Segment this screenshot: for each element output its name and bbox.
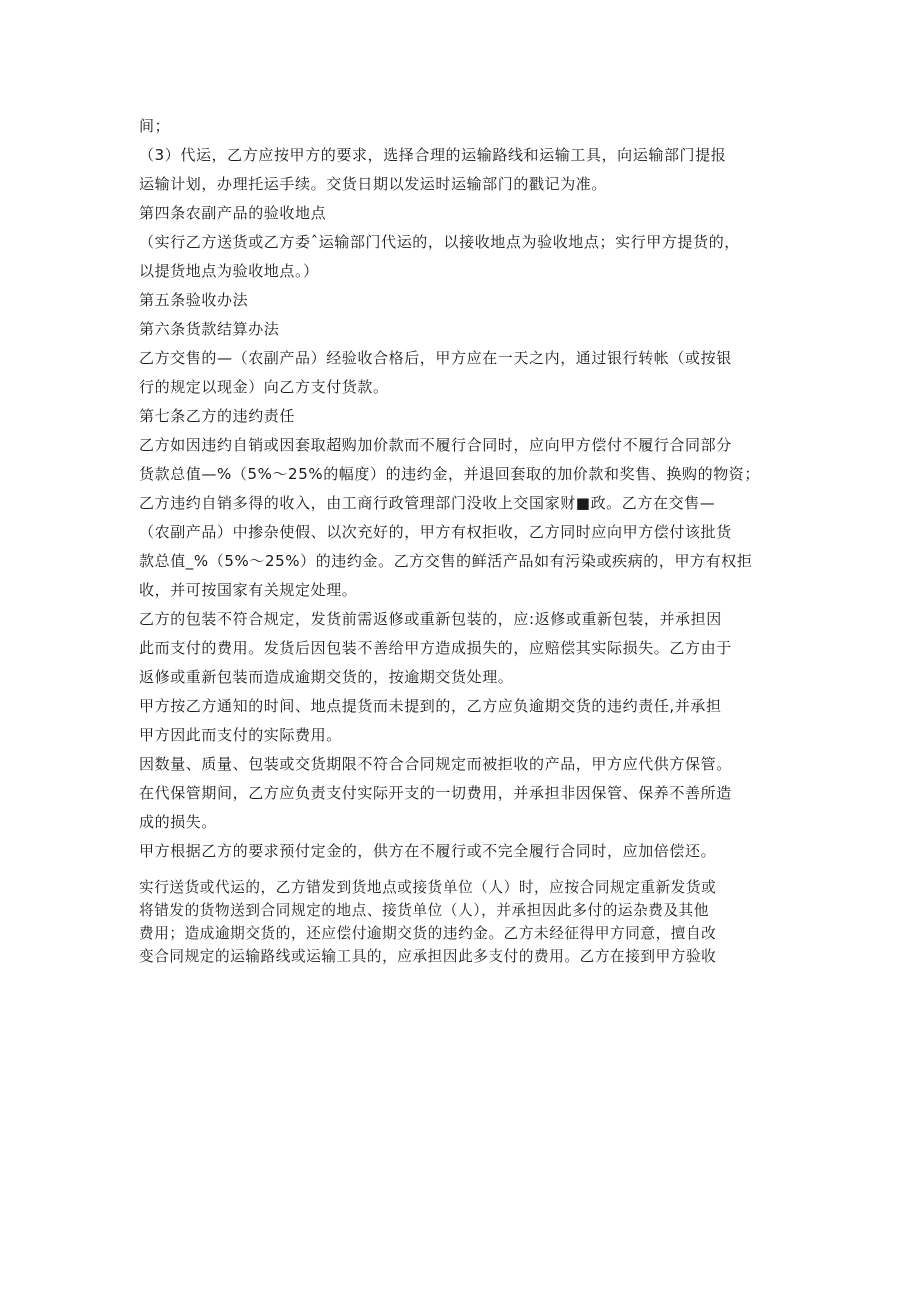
text-line: 因数量、质量、包装或交货期限不符合合同规定而被拒收的产品，甲方应代供方保管。 bbox=[139, 755, 732, 773]
text-line: 收，并可按国家有关规定处理。 bbox=[139, 581, 358, 599]
text-line: 成的损失。 bbox=[139, 813, 218, 831]
text-line: 货款总值—%（5%～25%的幅度）的违约金，并退回套取的加价款和奖售、换购的物资； bbox=[139, 465, 760, 483]
text-line: 返修或重新包装而造成逾期交货的，按逾期交货处理。 bbox=[139, 668, 514, 686]
section-heading: 第六条货款结算办法 bbox=[139, 320, 280, 338]
text-line: 乙方违约自销多得的收入，由工商行政管理部门没收上交国家财■政。乙方在交售— bbox=[139, 494, 716, 512]
text-line: 款总值_%（5%～25%）的违约金。乙方交售的鲜活产品如有污染或疾病的，甲方有权拒 bbox=[139, 552, 753, 570]
text-line: （农副产品）中掺杂使假、以次充好的，甲方有权拒收，乙方同时应向甲方偿付该批货 bbox=[139, 523, 732, 541]
section-heading: 第七条乙方的违约责任 bbox=[139, 407, 296, 425]
text-line: 此而支付的费用。发货后因包装不善给甲方造成损失的，应赔偿其实际损失。乙方由于 bbox=[139, 639, 732, 657]
text-line: 实行送货或代运的，乙方错发到货地点或接货单位（人）时，应按合同规定重新发货或 bbox=[139, 879, 717, 896]
dense-paragraph bbox=[139, 876, 799, 968]
text-line: 在代保管期间，乙方应负责支付实际开支的一切费用，并承担非因保管、保养不善所造 bbox=[139, 784, 732, 802]
text-line: 将错发的货物送到合同规定的地点、接货单位（人），并承担因此多付的运杂费及其他 bbox=[139, 902, 710, 919]
text-line: 间； bbox=[139, 117, 171, 135]
text-line: 甲方因此而支付的实际费用。 bbox=[139, 726, 342, 744]
document-page bbox=[139, 112, 799, 968]
text-line: 乙方的包装不符合规定，发货前需返修或重新包装的，应:返修或重新包装，并承担因 bbox=[139, 610, 722, 628]
text-line: 乙方如因违约自销或因套取超购加价款而不履行合同时，应向甲方偿付不履行合同部分 bbox=[139, 436, 732, 454]
text-line: 变合同规定的运输路线或运输工具的，应承担因此多支付的费用。乙方在接到甲方验收 bbox=[139, 948, 717, 965]
text-line: 行的规定以现金）向乙方支付货款。 bbox=[139, 378, 389, 396]
text-line: 费用；造成逾期交货的，还应偿付逾期交货的违约金。乙方未经征得甲方同意，擅自改 bbox=[139, 925, 717, 942]
section-heading: 第五条验收办法 bbox=[139, 291, 249, 309]
text-line: 甲方根据乙方的要求预付定金的，供方在不履行或不完全履行合同时，应加倍偿还。 bbox=[139, 842, 717, 860]
text-line: 乙方交售的—（农副产品）经验收合格后，甲方应在一天之内，通过银行转帐（或按银 bbox=[139, 349, 732, 367]
text-line: （3）代运，乙方应按甲方的要求，选择合理的运输路线和运输工具，向运输部门提报 bbox=[139, 146, 727, 164]
text-line: 以提货地点为验收地点。） bbox=[139, 262, 319, 280]
text-line: 甲方按乙方通知的时间、地点提货而未提到的，乙方应负逾期交货的违约责任,并承担 bbox=[139, 697, 722, 715]
section-heading: 第四条农副产品的验收地点 bbox=[139, 204, 327, 222]
text-line: （实行乙方送货或乙方委ˆ运输部门代运的，以接收地点为验收地点；实行甲方提货的， bbox=[139, 233, 740, 251]
text-line: 运输计划，办理托运手续。交货日期以发运时运输部门的戳记为准。 bbox=[139, 175, 608, 193]
